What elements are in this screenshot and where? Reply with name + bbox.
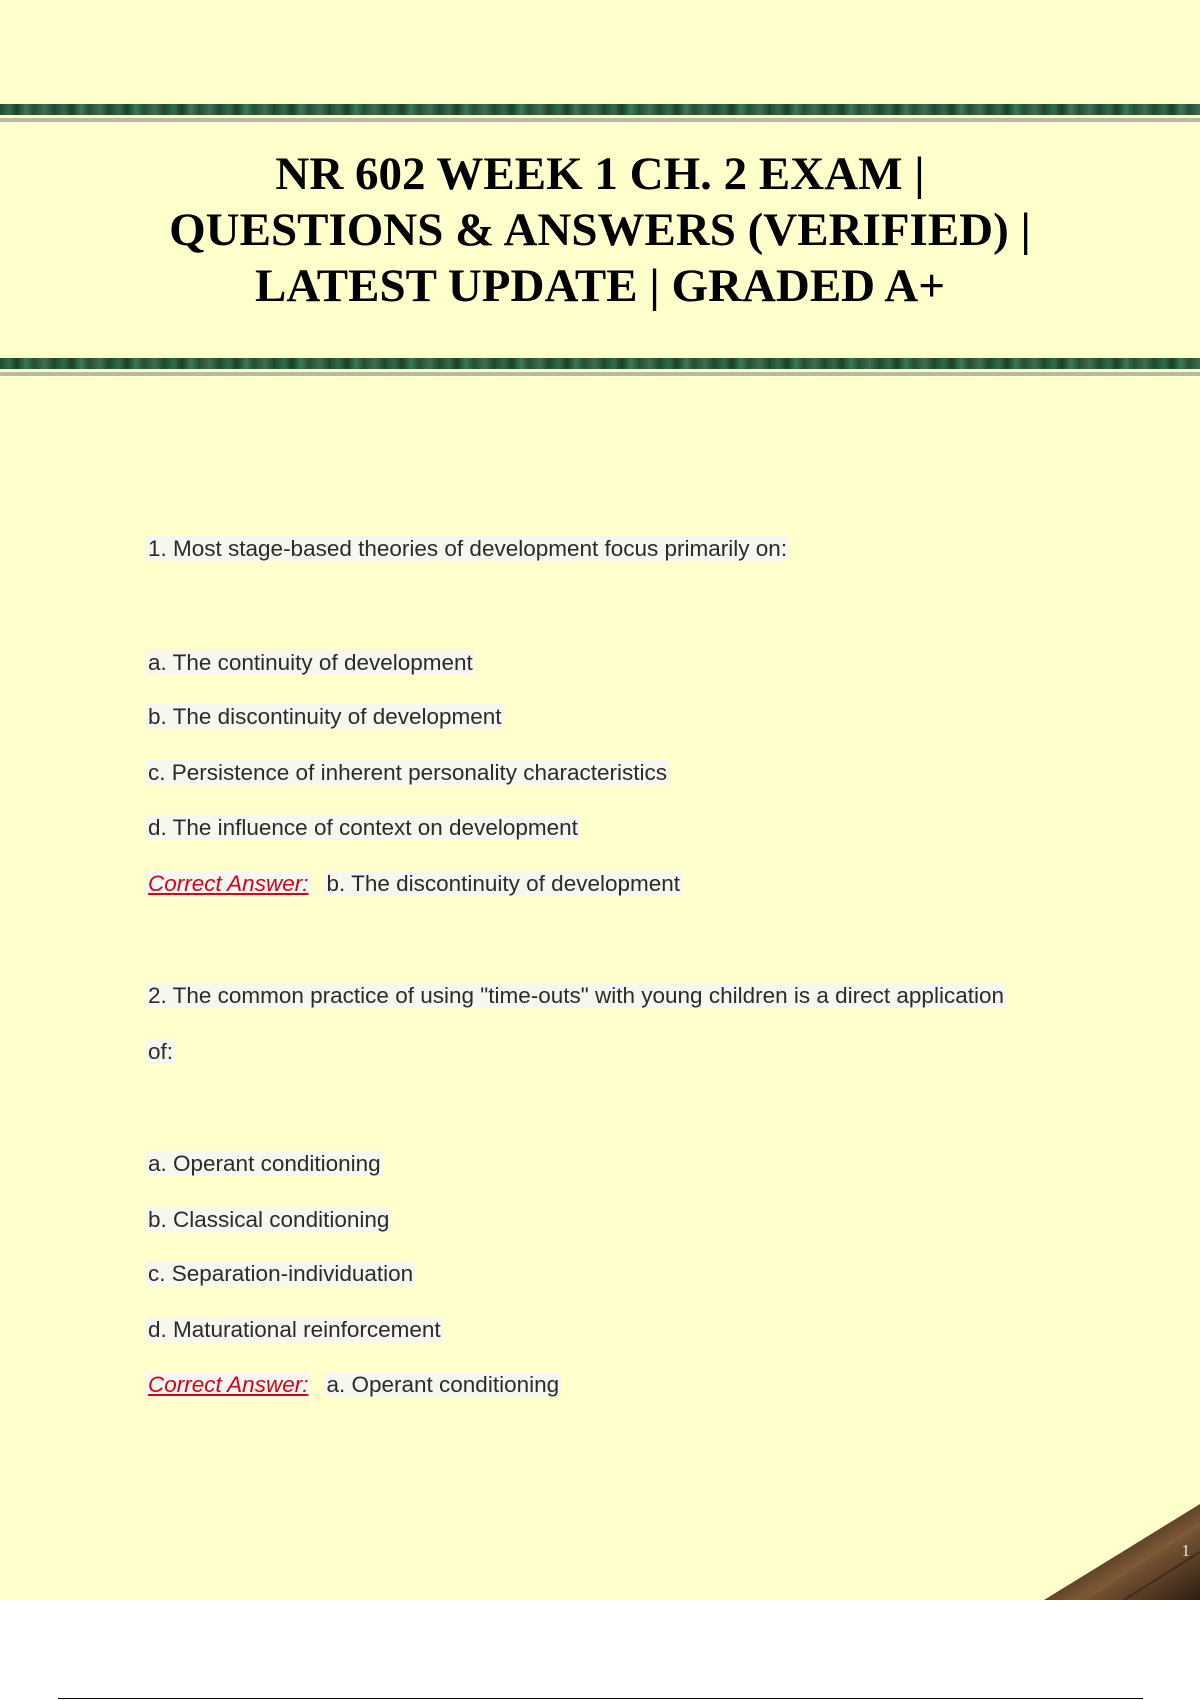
question-1-option-c: c. Persistence of inherent personality characteristics <box>148 760 667 785</box>
question-1-option-d: d. The influence of context on development <box>148 815 578 840</box>
question-1-answer <box>146 869 682 899</box>
question-2-prompt-line-1: 2. The common practice of using "time-outs" with young children is a direct application <box>148 983 1004 1008</box>
title-line-3: LATEST UPDATE | GRADED A+ <box>254 260 946 312</box>
title-line-2: QUESTIONS & ANSWERS (VERIFIED) | <box>169 204 1031 256</box>
header-top-border <box>0 104 1200 122</box>
question-2-option-b: b. Classical conditioning <box>148 1207 390 1232</box>
question-1-option-b: b. The discontinuity of development <box>148 704 502 729</box>
question-1-prompt: 1. Most stage-based theories of development focus primarily on: <box>148 536 788 561</box>
question-2-option-a: a. Operant conditioning <box>148 1151 381 1176</box>
question-2-option-d: d. Maturational reinforcement <box>148 1317 441 1342</box>
page-corner-decoration <box>1044 1504 1200 1600</box>
question-2-option-c: c. Separation-individuation <box>148 1261 414 1286</box>
correct-answer-label: Correct Answer: <box>148 1372 309 1397</box>
footer-rule <box>58 1698 1143 1699</box>
title-line-1: NR 602 WEEK 1 CH. 2 EXAM | <box>275 148 925 200</box>
question-1-option-a: a. The continuity of development <box>148 650 473 675</box>
header-bottom-border <box>0 358 1200 376</box>
question-2-prompt-line-2: of: <box>148 1039 174 1064</box>
page-number: 1 <box>1181 1541 1190 1560</box>
correct-answer-label: Correct Answer: <box>148 871 309 896</box>
correct-answer-value: b. The discontinuity of development <box>326 871 681 896</box>
document-title <box>60 146 1140 314</box>
question-2-answer <box>146 1370 561 1400</box>
correct-answer-value: a. Operant conditioning <box>326 1372 560 1397</box>
